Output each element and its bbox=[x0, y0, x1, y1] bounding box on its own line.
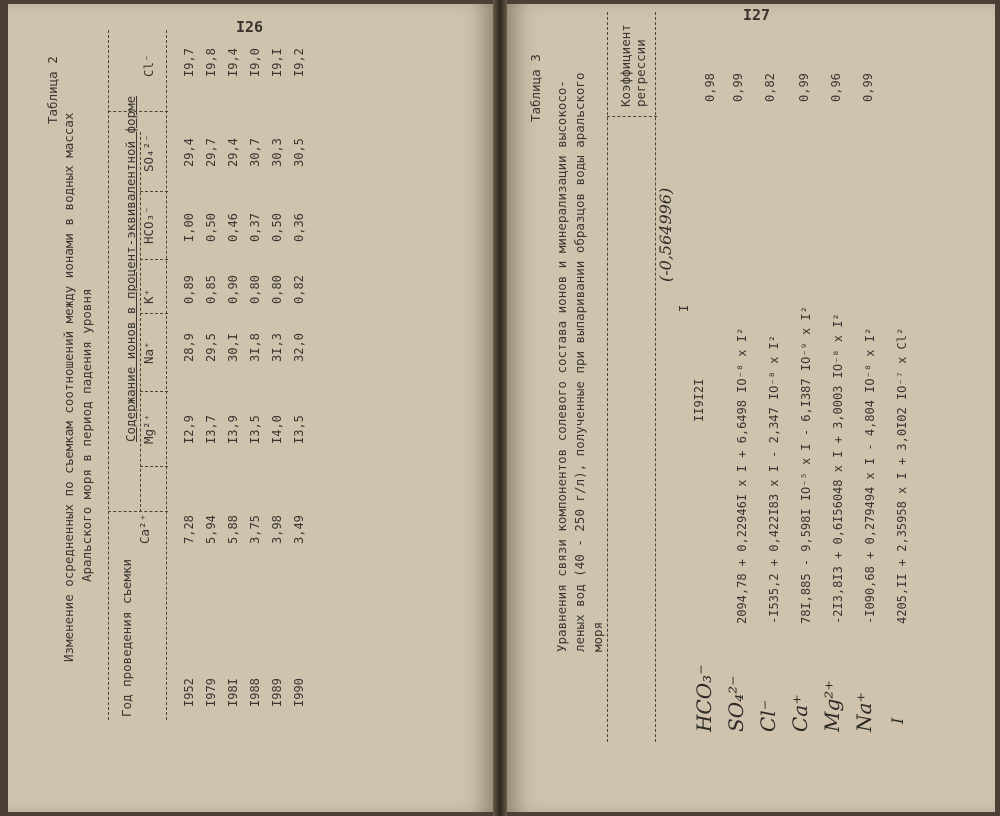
cell: 30,I bbox=[226, 333, 240, 362]
group-header-rule bbox=[140, 132, 141, 512]
eq-extra-top: I bbox=[677, 304, 691, 312]
cell: 29,4 bbox=[182, 138, 196, 167]
cell: I98I bbox=[226, 678, 240, 707]
regression-coef: 0,99 bbox=[861, 73, 875, 102]
ion-label: SO₄²⁻ bbox=[724, 675, 748, 732]
cell: 0,82 bbox=[292, 275, 306, 304]
ion-label: Cl⁻ bbox=[756, 699, 780, 732]
col-mg: Mg²⁺ bbox=[141, 413, 156, 444]
table-top-rule bbox=[108, 30, 109, 720]
cell: I9,I bbox=[270, 48, 284, 77]
equation-terms: -2I3,8I3 + 0,6I56048 x I + 3,0003 IO⁻⁸ x I² bbox=[831, 313, 845, 624]
table-3-layer bbox=[507, 4, 995, 812]
cell: 0,46 bbox=[226, 213, 240, 242]
cell: I4,0 bbox=[270, 415, 284, 444]
cell: I9,8 bbox=[204, 48, 218, 77]
equation-terms: 78I,885 - 9,598I IO⁻⁵ x I - 6,I387 IO⁻⁹ x I² bbox=[799, 306, 813, 624]
table-label: Таблица 3 bbox=[528, 54, 543, 122]
cell: 30,7 bbox=[248, 138, 262, 167]
cell: 3I,8 bbox=[248, 333, 262, 362]
col-sep bbox=[140, 191, 168, 192]
eq-extra-coef: II9I2I bbox=[692, 378, 706, 422]
equation-terms: -I535,2 + 0,422I83 x I - 2,347 IO⁻⁸ x I² bbox=[767, 335, 781, 624]
group-header: Содержание ионов в процент-эквивалентной форме bbox=[123, 95, 138, 442]
cell: 0,90 bbox=[226, 275, 240, 304]
table-title-line2: Аральского моря в период падения уровня bbox=[79, 288, 94, 582]
table-label: Таблица 2 bbox=[45, 56, 60, 124]
col-na: Na⁺ bbox=[141, 341, 156, 364]
table-title-line1: Изменение осредненных по съемкам соотношений между ионами в водных массах bbox=[61, 112, 76, 662]
regression-coef: 0,82 bbox=[763, 73, 777, 102]
col-sep bbox=[140, 313, 168, 314]
regression-coef: 0,99 bbox=[797, 73, 811, 102]
cell: I3,9 bbox=[226, 415, 240, 444]
ion-label: I bbox=[888, 717, 907, 724]
regression-header-2: регрессии bbox=[633, 39, 648, 107]
cell: 0,36 bbox=[292, 213, 306, 242]
cell: I989 bbox=[270, 678, 284, 707]
cell: I3,5 bbox=[292, 415, 306, 444]
cell: I952 bbox=[182, 678, 196, 707]
ion-label: Ca⁺ bbox=[788, 694, 812, 732]
equation-terms: 4205,II + 2,35958 x I + 3,0I02 IO⁻⁷ x Cl² bbox=[895, 327, 909, 624]
cell: 0,37 bbox=[248, 213, 262, 242]
cell: 32,0 bbox=[292, 333, 306, 362]
header-bottom-rule bbox=[166, 30, 167, 720]
cell: 3,75 bbox=[248, 515, 262, 544]
table-title-line1: Уравнения связи компонентов солевого состава ионов и минерализации высокосо- bbox=[554, 80, 569, 652]
book-gutter bbox=[493, 0, 507, 816]
cell: I,00 bbox=[182, 213, 196, 242]
table-title-line2: леных вод (40 - 250 г/л), полученные при выпаривании образцов воды аральского bbox=[572, 72, 587, 652]
cell: I9,7 bbox=[182, 48, 196, 77]
cell: I9,2 bbox=[292, 48, 306, 77]
equation-terms: -I090,68 + 0,279494 x I - 4,804 IO⁻⁸ x I² bbox=[863, 327, 877, 624]
cell: 3I,3 bbox=[270, 333, 284, 362]
cell: 28,9 bbox=[182, 333, 196, 362]
cell: I3,5 bbox=[248, 415, 262, 444]
cell: 0,50 bbox=[270, 213, 284, 242]
cell: 0,80 bbox=[248, 275, 262, 304]
col-year: Год проведения съемки bbox=[119, 558, 134, 717]
cell: I990 bbox=[292, 678, 306, 707]
ion-label: Na⁺ bbox=[852, 692, 876, 732]
table-top-rule bbox=[607, 12, 608, 742]
cell: 5,88 bbox=[226, 515, 240, 544]
col-sep bbox=[140, 466, 168, 467]
cell: I2,9 bbox=[182, 415, 196, 444]
regression-coef: 0,96 bbox=[829, 73, 843, 102]
col-ca: Ca²⁺ bbox=[137, 513, 152, 544]
ion-label: HCO₃⁻ bbox=[692, 664, 716, 732]
table-title-line3: моря bbox=[590, 621, 605, 652]
table-2-layer bbox=[8, 4, 493, 812]
cell: 3,49 bbox=[292, 515, 306, 544]
cell: I988 bbox=[248, 678, 262, 707]
equation-terms: 2094,78 + 0,22946I x I + 6,6498 IO⁻⁸ x I² bbox=[735, 327, 749, 624]
regression-header: Коэффициент bbox=[618, 24, 633, 107]
col-sep bbox=[607, 116, 657, 117]
page-number: I27 bbox=[743, 6, 771, 24]
cell: 0,89 bbox=[182, 275, 196, 304]
cell: 30,3 bbox=[270, 138, 284, 167]
cell: 29,5 bbox=[204, 333, 218, 362]
col-hco3: HCO₃⁻ bbox=[141, 206, 156, 244]
cell: 3,98 bbox=[270, 515, 284, 544]
regression-coef: 0,99 bbox=[731, 73, 745, 102]
ion-label: Mg²⁺ bbox=[820, 680, 844, 732]
page-number: I26 bbox=[236, 18, 264, 36]
cell: 29,7 bbox=[204, 138, 218, 167]
cell: 0,80 bbox=[270, 275, 284, 304]
cell: I9,4 bbox=[226, 48, 240, 77]
right-page bbox=[507, 4, 995, 812]
cell: 29,4 bbox=[226, 138, 240, 167]
col-sep bbox=[108, 511, 168, 512]
col-so4: SO₄²⁻ bbox=[141, 134, 156, 172]
col-sep bbox=[140, 259, 168, 260]
cell: I9,0 bbox=[248, 48, 262, 77]
header-bottom-rule bbox=[655, 12, 656, 742]
col-sep bbox=[140, 391, 168, 392]
cell: 30,5 bbox=[292, 138, 306, 167]
handwritten-note: (-0,564996) bbox=[656, 187, 675, 282]
col-k: K⁺ bbox=[141, 288, 156, 304]
cell: 0,85 bbox=[204, 275, 218, 304]
cell: I979 bbox=[204, 678, 218, 707]
regression-coef: 0,98 bbox=[703, 73, 717, 102]
cell: 7,28 bbox=[182, 515, 196, 544]
cell: 0,50 bbox=[204, 213, 218, 242]
cell: I3,7 bbox=[204, 415, 218, 444]
left-page bbox=[8, 4, 493, 812]
cell: 5,94 bbox=[204, 515, 218, 544]
col-cl: Cl⁻ bbox=[141, 54, 156, 77]
col-sep bbox=[108, 111, 168, 112]
